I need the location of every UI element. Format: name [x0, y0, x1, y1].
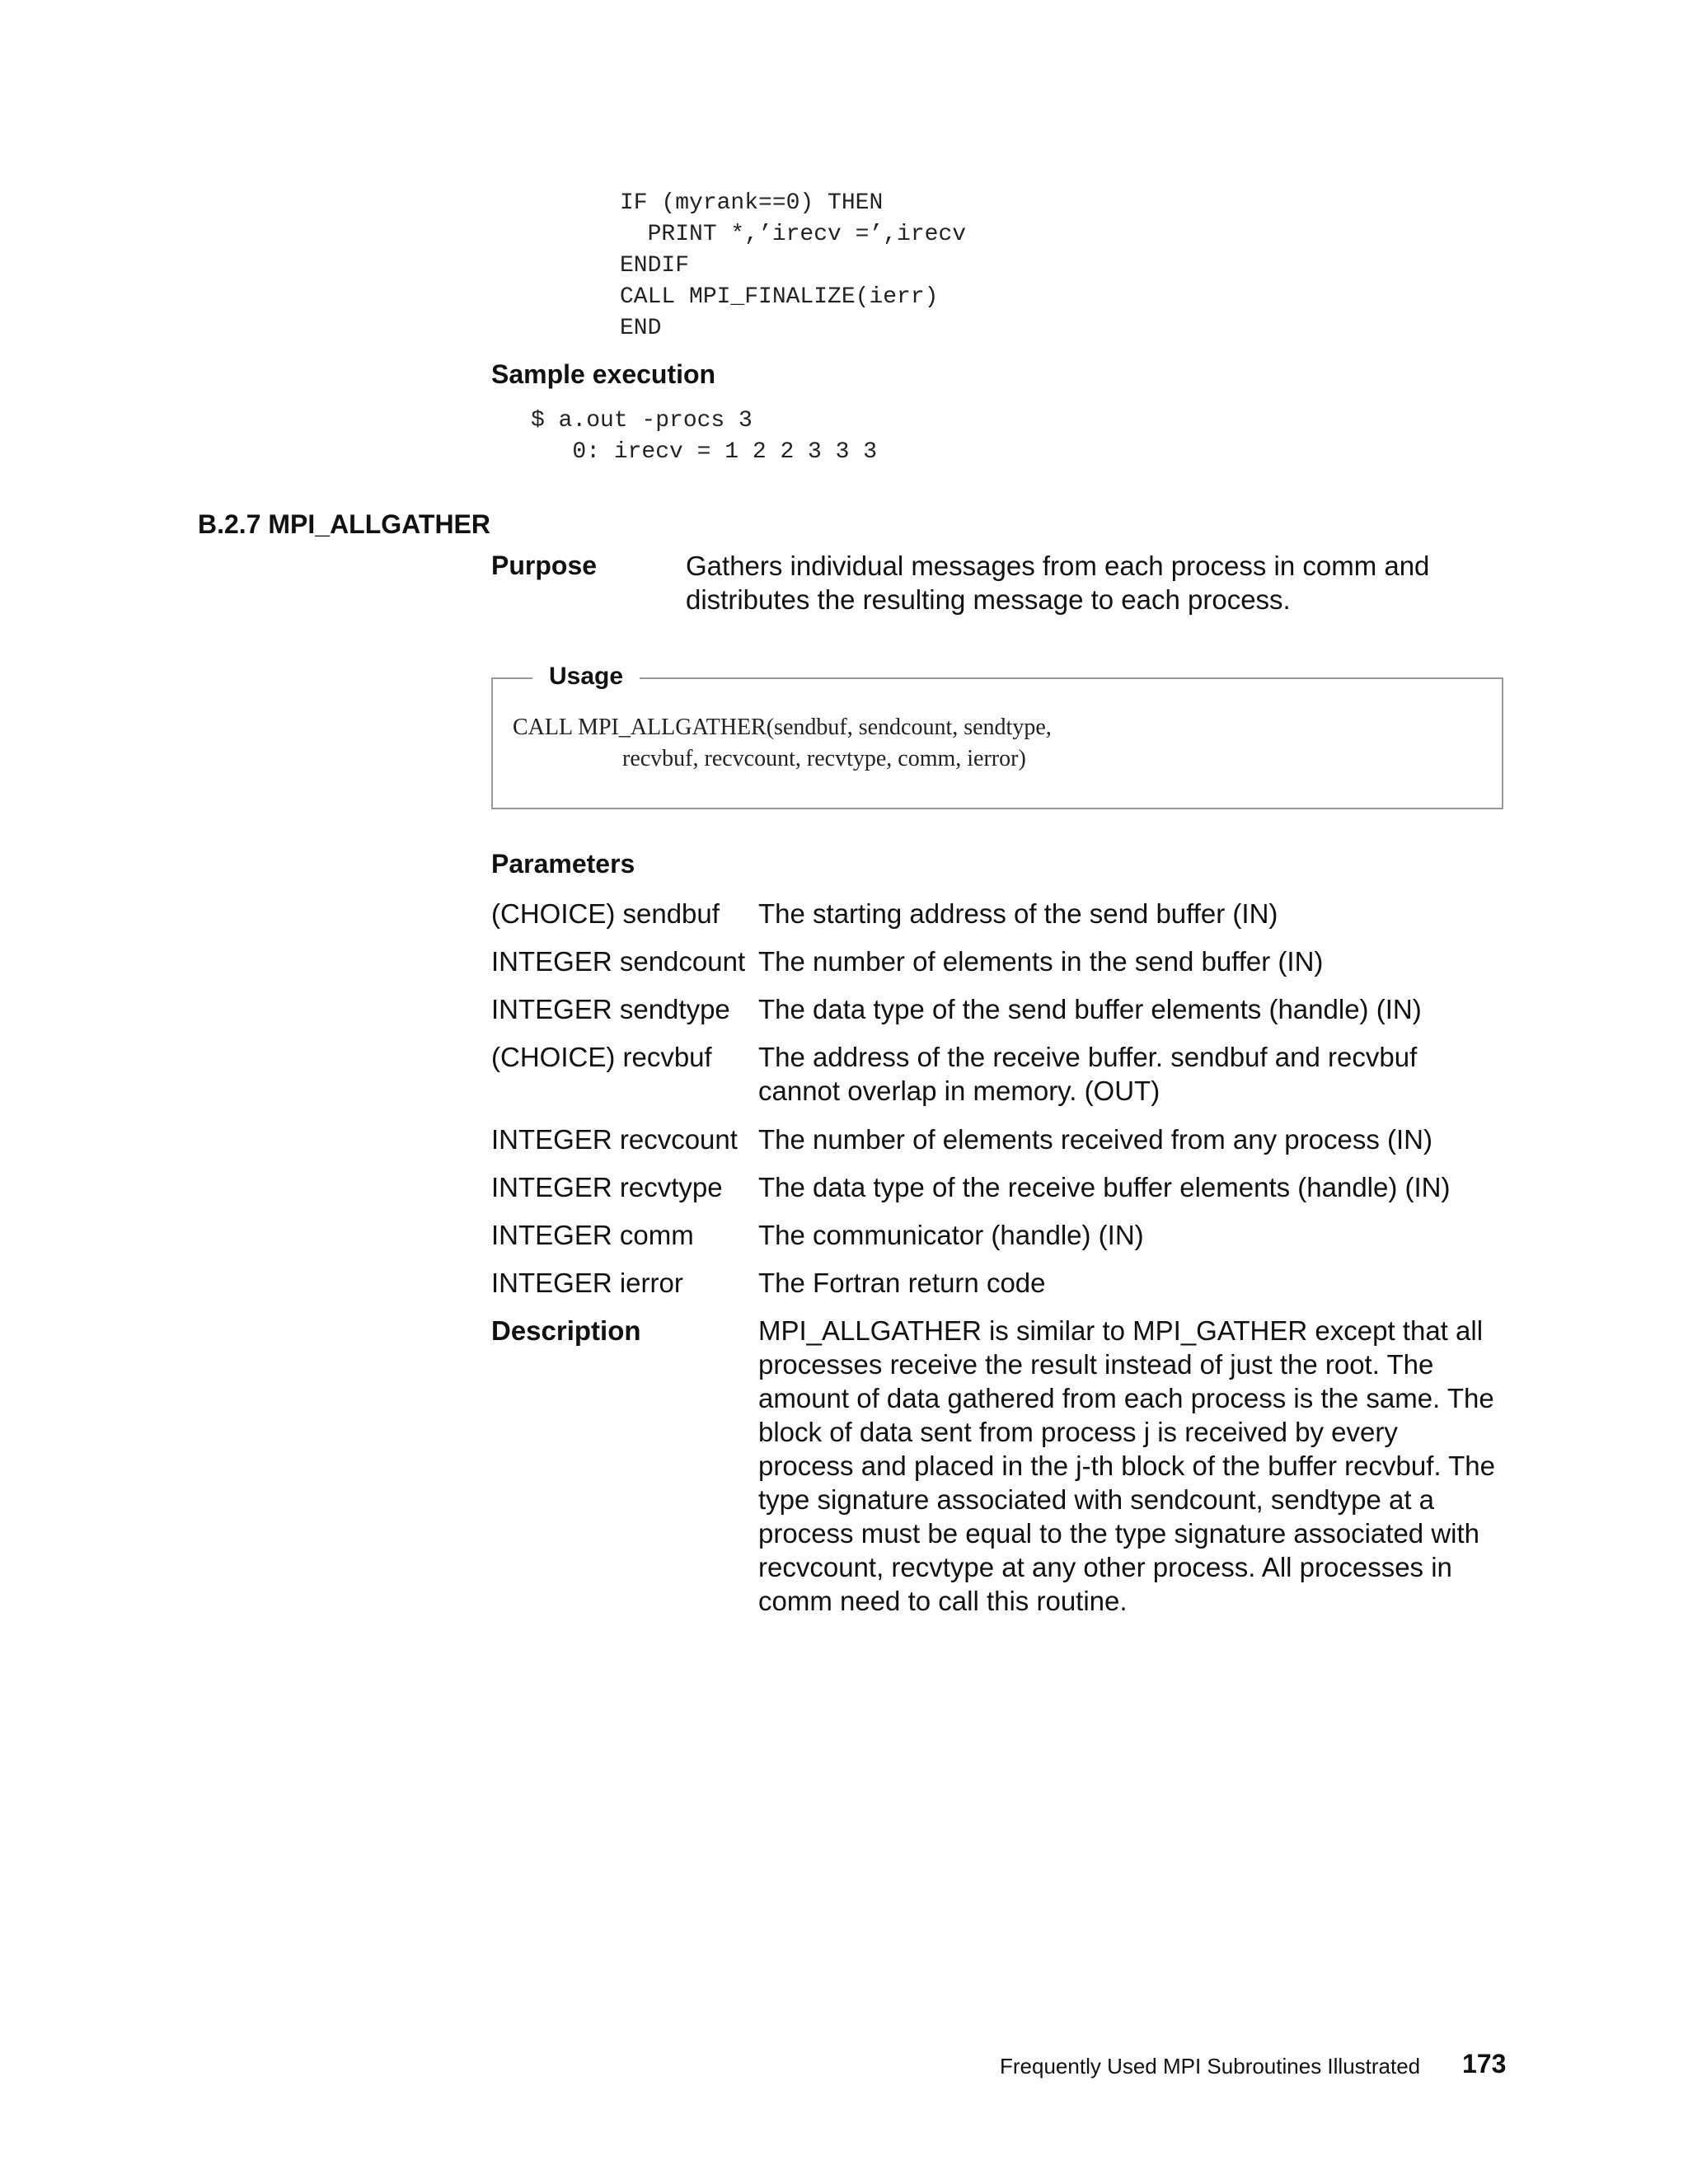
- parameter-description: The starting address of the send buffer (IN): [758, 898, 1278, 929]
- parameter-name: (CHOICE) recvbuf: [491, 1042, 712, 1072]
- section-title: B.2.7 MPI_ALLGATHER: [198, 509, 490, 539]
- usage-code: CALL MPI_ALLGATHER(sendbuf, sendcount, sendtype, recvbuf, recvcount, recvtype, comm, ierror): [513, 715, 1052, 771]
- parameter-name: INTEGER ierror: [491, 1268, 683, 1298]
- page-number: 173: [1462, 2049, 1507, 2079]
- usage-label: Usage: [532, 663, 640, 691]
- sample-execution-heading: Sample execution: [491, 359, 716, 389]
- parameter-description: The data type of the send buffer elements (handle) (IN): [758, 994, 1422, 1024]
- parameter-name: INTEGER sendtype: [491, 994, 730, 1024]
- purpose-text: Gathers individual messages from each process in comm and distributes the resulting message to each process.: [686, 551, 1430, 615]
- footer-title: Frequently Used MPI Subroutines Illustrated: [1000, 2054, 1421, 2079]
- code-snippet-top: IF (myrank==0) THEN PRINT *,’irecv =’,irecv ENDIF CALL MPI_FINALIZE(ierr) END: [620, 190, 967, 341]
- parameter-description: The communicator (handle) (IN): [758, 1220, 1144, 1250]
- parameter-name: INTEGER sendcount: [491, 946, 746, 977]
- sample-execution-code: $ a.out -procs 3 0: irecv = 1 2 2 3 3 3: [531, 408, 878, 465]
- parameter-name: INTEGER recvcount: [491, 1124, 738, 1155]
- parameter-name: (CHOICE) sendbuf: [491, 898, 720, 929]
- parameter-description: The data type of the receive buffer elements (handle) (IN): [758, 1172, 1451, 1202]
- parameter-description: The number of elements received from any process (IN): [758, 1124, 1432, 1155]
- parameter-name: INTEGER comm: [491, 1220, 694, 1250]
- parameter-description: The address of the receive buffer. sendbuf and recvbuf cannot overlap in memory. (OUT): [758, 1042, 1418, 1106]
- description-label: Description: [491, 1315, 641, 1346]
- parameter-name: INTEGER recvtype: [491, 1172, 723, 1202]
- parameters-heading: Parameters: [491, 849, 635, 879]
- description-text: MPI_ALLGATHER is similar to MPI_GATHER except that all processes receive the result instead of just the root. The amount of data gathered from each process is the same. The block of data sent from process j is received by every process and placed in the j-th block of the buffer recvbuf. The type signature associated with sendcount, sendtype at a process must be equal to the type signature associated with recvcount, recvtype at any other process. All processes in comm need to call this routine.: [758, 1315, 1495, 1616]
- parameter-description: The number of elements in the send buffer (IN): [758, 946, 1324, 977]
- purpose-label: Purpose: [491, 551, 598, 580]
- usage-box: [491, 663, 1503, 809]
- parameter-description: The Fortran return code: [758, 1268, 1046, 1298]
